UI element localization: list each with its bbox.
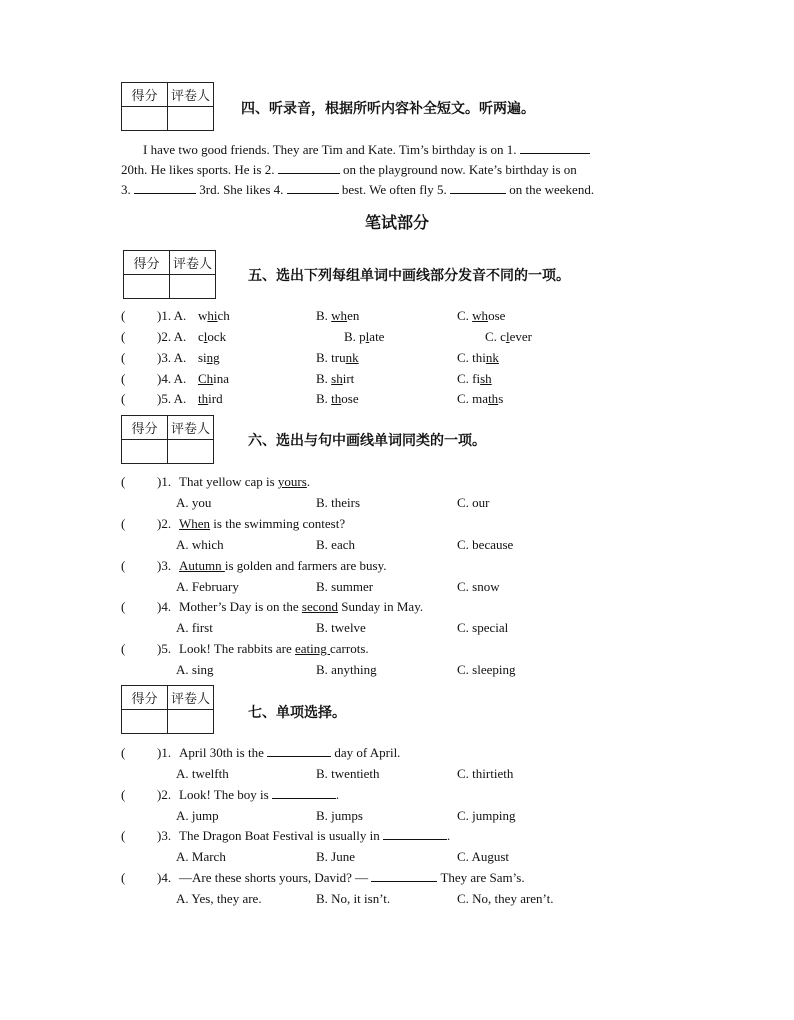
underlined-letters: th — [198, 391, 209, 406]
word-part: si — [198, 350, 207, 365]
underlined-word: When — [179, 516, 211, 531]
question-number: )1. A. — [157, 308, 187, 323]
option-a[interactable]: A. sing — [176, 662, 214, 677]
option-c[interactable]: C. fish — [457, 371, 492, 386]
blank-4[interactable] — [287, 182, 339, 194]
option-word — [472, 391, 503, 406]
word-part: ose — [341, 391, 359, 406]
section4-title: 四、听录音，根据所听内容补全短文。听两遍。 — [241, 101, 535, 117]
grader-label: 评卷人 — [168, 416, 214, 440]
option-c[interactable]: C. snow — [457, 579, 500, 594]
passage-text: 3rd. She likes 4. — [196, 182, 284, 197]
word-part: ird — [208, 391, 223, 406]
option-c[interactable]: C. sleeping — [457, 662, 516, 677]
underlined-word: eating — [295, 641, 331, 656]
passage-text: best. We often fly 5. — [338, 182, 447, 197]
grader-label: 评卷人 — [170, 251, 216, 275]
answer-paren[interactable]: ( — [121, 516, 126, 531]
score-label: 得分 — [122, 416, 168, 440]
underlined-letters: hi — [207, 308, 218, 323]
passage-text: 3. — [121, 182, 131, 197]
word-part: c — [198, 329, 204, 344]
underlined-word: Autumn — [179, 558, 225, 573]
answer-paren[interactable]: ( — [121, 745, 126, 760]
option-b[interactable]: B. theirs — [316, 495, 361, 510]
grader-label: 评卷人 — [168, 83, 214, 107]
answer-paren[interactable]: ( — [121, 641, 126, 656]
word-part: ch — [217, 308, 230, 323]
underlined-letters: sh — [480, 371, 492, 386]
option-b[interactable]: B. summer — [316, 579, 374, 594]
option-c[interactable]: C. No, they aren’t. — [457, 891, 554, 906]
option-a[interactable] — [198, 350, 220, 366]
passage-text: on the weekend. — [506, 182, 595, 197]
section4-line1 — [143, 142, 590, 158]
word-part: tru — [331, 350, 346, 365]
underlined-letters: Ch — [198, 371, 214, 386]
answer-paren[interactable]: ( — [121, 599, 126, 614]
option-a[interactable]: A. which — [176, 537, 224, 552]
answer-blank[interactable] — [371, 870, 437, 882]
word-part: ock — [207, 329, 227, 344]
grader-label: 评卷人 — [168, 686, 214, 710]
option-b[interactable]: B. those — [316, 391, 359, 406]
option-b[interactable]: B. each — [316, 537, 355, 552]
question-number: )3. A. — [157, 350, 187, 365]
question-number: )5. A. — [157, 391, 187, 406]
option-a[interactable] — [198, 308, 230, 324]
answer-paren[interactable]: ( — [121, 329, 126, 344]
word-part: irt — [342, 371, 355, 386]
score-cell[interactable] — [122, 440, 168, 464]
option-c[interactable]: C. whose — [457, 308, 506, 323]
answer-blank[interactable] — [272, 787, 336, 799]
word-part: ma — [472, 391, 489, 406]
score-box-section5 — [123, 250, 216, 299]
question-number: )3. — [157, 558, 172, 573]
question-text: Autumn is golden and farmers are busy. — [179, 558, 387, 573]
grader-cell[interactable] — [168, 440, 214, 464]
question-number: )2. — [157, 516, 172, 531]
grader-cell[interactable] — [170, 275, 216, 299]
option-c[interactable]: C. thirtieth — [457, 766, 514, 781]
underlined-word: second — [301, 599, 338, 614]
word-part: p — [359, 329, 366, 344]
question-text: —Are these shorts yours, David? — They are Sam’s. — [179, 870, 525, 885]
underlined-letters: th — [488, 391, 499, 406]
option-b[interactable]: B. trunk — [316, 350, 359, 365]
question-number: )2. — [157, 787, 172, 802]
question-number: )4. — [157, 599, 172, 614]
underlined-letters: wh — [472, 308, 489, 323]
score-cell[interactable] — [124, 275, 170, 299]
option-a[interactable] — [198, 329, 226, 345]
option-word — [331, 371, 354, 386]
answer-paren[interactable]: ( — [121, 828, 126, 843]
question-text: When is the swimming contest? — [179, 516, 346, 531]
score-cell[interactable] — [122, 107, 168, 131]
answer-paren[interactable]: ( — [121, 371, 126, 386]
written-part-heading: 笔试部分 — [364, 213, 429, 232]
underlined-letters: nk — [345, 350, 359, 365]
option-c[interactable]: C. clever — [485, 329, 532, 344]
section7-title: 七、单项选择。 — [248, 705, 346, 721]
option-b[interactable]: B. No, it isn’t. — [316, 891, 391, 906]
question-number: )4. A. — [157, 371, 187, 386]
score-box-section6 — [121, 415, 214, 464]
blank-3[interactable] — [134, 182, 196, 194]
underlined-letters: l — [365, 329, 370, 344]
option-c[interactable]: C. our — [457, 495, 490, 510]
option-a[interactable] — [198, 391, 223, 407]
grader-cell[interactable] — [168, 710, 214, 734]
option-word — [472, 350, 499, 365]
option-word — [198, 371, 229, 386]
word-part: w — [198, 308, 208, 323]
option-b[interactable]: B. twelve — [316, 620, 366, 635]
option-word — [198, 391, 223, 406]
score-box-section7 — [121, 685, 214, 734]
question-number: )5. — [157, 641, 172, 656]
option-b[interactable]: B. jumps — [316, 808, 363, 823]
answer-paren[interactable]: ( — [121, 558, 126, 573]
option-word — [472, 308, 505, 323]
option-a[interactable]: A. March — [176, 849, 226, 864]
question-number: )2. A. — [157, 329, 187, 344]
answer-paren[interactable]: ( — [121, 474, 126, 489]
underlined-letters: wh — [331, 308, 348, 323]
word-part: fi — [472, 371, 481, 386]
option-word — [198, 329, 226, 344]
option-c[interactable]: C. maths — [457, 391, 504, 406]
option-c[interactable]: C. think — [457, 350, 499, 365]
passage-text: on the playground now. Kate’s birthday is on — [339, 162, 577, 177]
option-word — [198, 350, 220, 365]
grader-cell[interactable] — [168, 107, 214, 131]
word-part: ina — [213, 371, 230, 386]
option-a[interactable]: A. jump — [176, 808, 219, 823]
underlined-letters: ng — [206, 350, 220, 365]
answer-paren[interactable]: ( — [121, 787, 126, 802]
question-text: The Dragon Boat Festival is usually in . — [179, 828, 451, 843]
word-part: ose — [488, 308, 506, 323]
option-a[interactable]: A. February — [176, 579, 239, 594]
blank-2[interactable] — [278, 162, 340, 174]
word-part: c — [500, 329, 506, 344]
option-a[interactable]: A. twelfth — [176, 766, 229, 781]
answer-paren[interactable]: ( — [121, 870, 126, 885]
passage-text: 20th. He likes sports. He is 2. — [121, 162, 275, 177]
section4-line2 — [121, 162, 577, 178]
score-cell[interactable] — [122, 710, 168, 734]
score-label: 得分 — [124, 251, 170, 275]
option-a[interactable]: A. first — [176, 620, 213, 635]
option-a[interactable] — [198, 371, 229, 387]
answer-blank[interactable] — [267, 745, 331, 757]
option-a[interactable]: A. you — [176, 495, 212, 510]
word-part: ate — [369, 329, 385, 344]
underlined-letters: th — [331, 391, 342, 406]
option-a[interactable]: A. Yes, they are. — [176, 891, 262, 906]
option-word — [331, 350, 358, 365]
option-b[interactable]: B. anything — [316, 662, 377, 677]
answer-blank[interactable] — [383, 828, 447, 840]
option-word — [198, 308, 230, 323]
underlined-letters: l — [203, 329, 208, 344]
option-b[interactable]: B. shirt — [316, 371, 355, 386]
option-word — [472, 371, 492, 386]
option-c[interactable]: C. because — [457, 537, 514, 552]
answer-paren[interactable]: ( — [121, 308, 126, 323]
question-text: That yellow cap is yours. — [179, 474, 311, 489]
option-word — [331, 391, 358, 406]
question-number: )1. — [157, 745, 172, 760]
option-b[interactable]: B. when — [316, 308, 360, 323]
section5-title: 五、选出下列每组单词中画线部分发音不同的一项。 — [248, 268, 570, 284]
question-text: Look! The rabbits are eating carrots. — [179, 641, 369, 656]
underlined-letters: nk — [485, 350, 499, 365]
word-part: ever — [509, 329, 532, 344]
question-text: Look! The boy is . — [179, 787, 340, 802]
question-number: )4. — [157, 870, 172, 885]
word-part: thi — [472, 350, 486, 365]
question-number: )3. — [157, 828, 172, 843]
option-b[interactable]: B. plate — [344, 329, 385, 344]
question-number: )1. — [157, 474, 172, 489]
section6-title: 六、选出与句中画线单词同类的一项。 — [248, 433, 486, 449]
option-word — [331, 308, 359, 323]
question-text: April 30th is the day of April. — [179, 745, 401, 760]
blank-5[interactable] — [450, 182, 506, 194]
passage-text: I have two good friends. They are Tim and Kate. Tim’s birthday is on 1. — [143, 142, 517, 157]
answer-paren[interactable]: ( — [121, 391, 126, 406]
option-word — [500, 329, 532, 344]
option-c[interactable]: C. special — [457, 620, 509, 635]
blank-1[interactable] — [520, 142, 590, 154]
question-text: Mother’s Day is on the second Sunday in May. — [179, 599, 424, 614]
section4-line3 — [121, 182, 594, 198]
score-label: 得分 — [122, 686, 168, 710]
option-word — [359, 329, 384, 344]
option-c[interactable]: C. August — [457, 849, 510, 864]
underlined-letters: sh — [331, 371, 343, 386]
score-label: 得分 — [122, 83, 168, 107]
word-part: s — [498, 391, 504, 406]
option-c[interactable]: C. jumping — [457, 808, 516, 823]
answer-paren[interactable]: ( — [121, 350, 126, 365]
score-box-section4 — [121, 82, 214, 131]
word-part: en — [347, 308, 360, 323]
option-b[interactable]: B. twentieth — [316, 766, 380, 781]
underlined-word: yours — [277, 474, 307, 489]
option-b[interactable]: B. June — [316, 849, 355, 864]
underlined-letters: l — [505, 329, 510, 344]
